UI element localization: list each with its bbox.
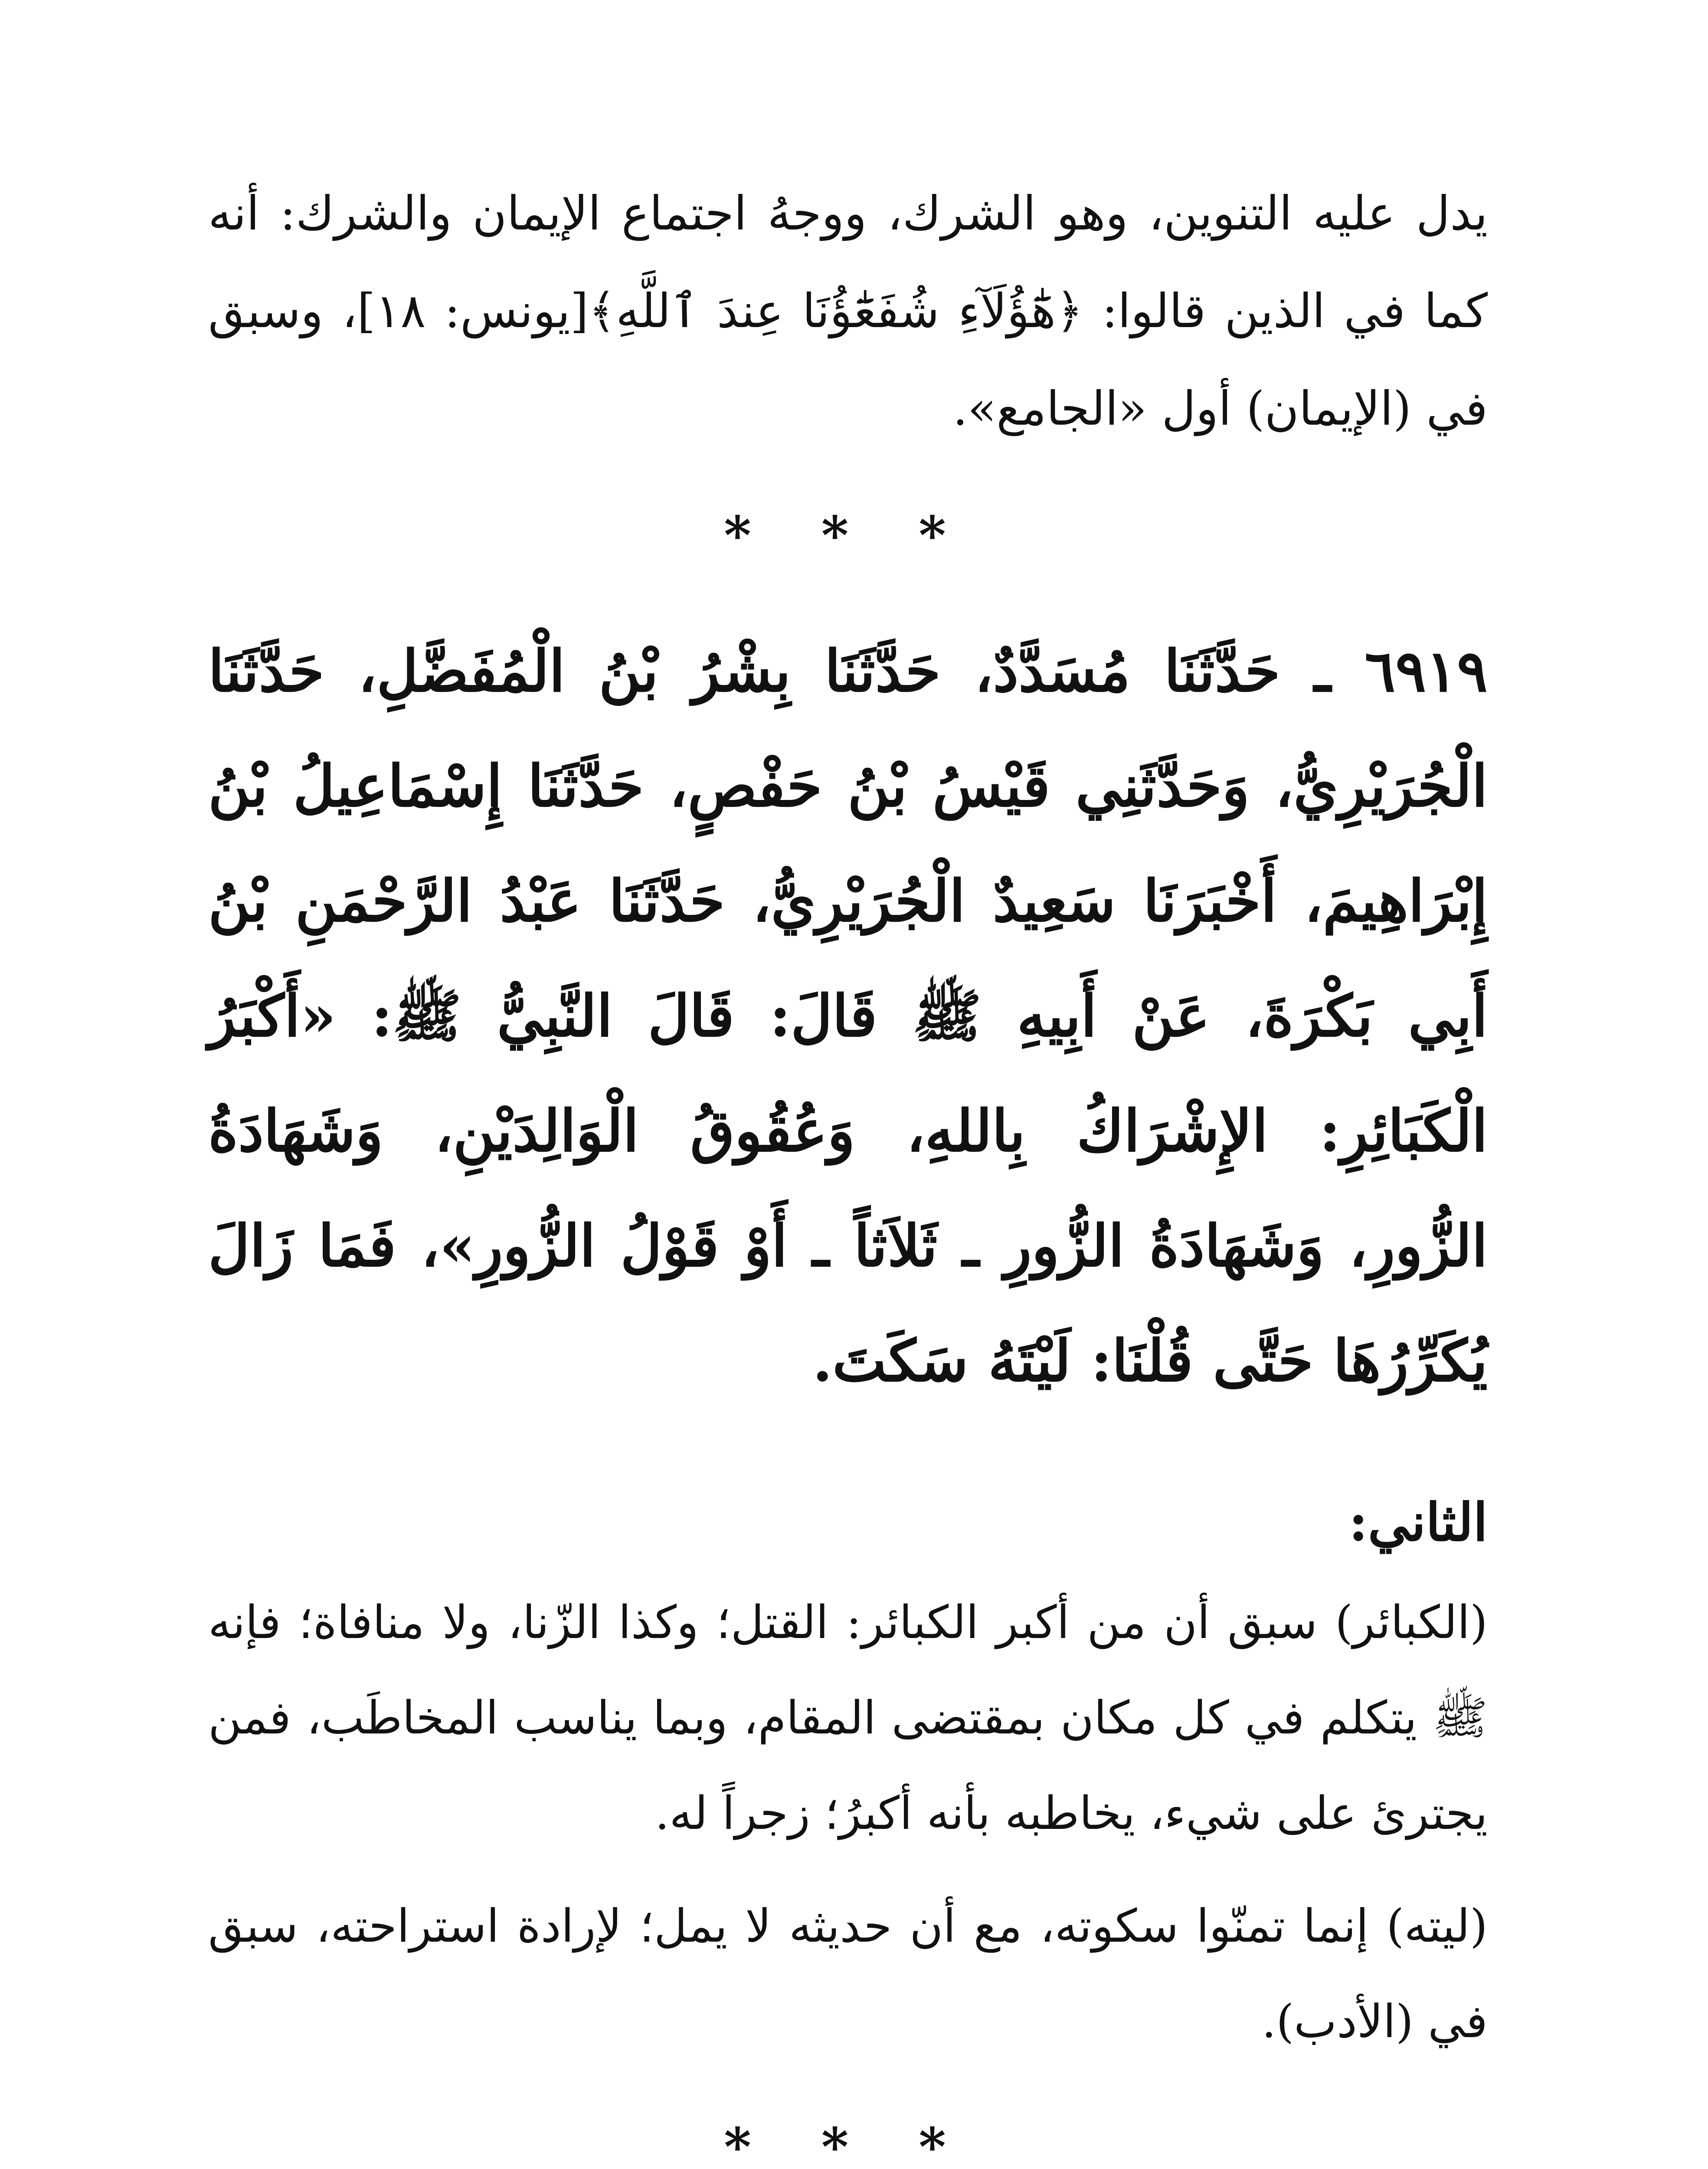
commentary-paragraph-laytahu: (ليته) إنما تمنّوا سكوته، مع أن حديثه لا يمل؛ لإرادة استراحته، سبق في (الأدب). [208, 1900, 1488, 2048]
section-divider: * * * [724, 2117, 972, 2169]
hadith-6919-text: ٦٩١٩ ـ حَدَّثَنَا مُسَدَّدٌ، حَدَّثَنَا بِشْرُ بْنُ الْمُفَضَّلِ، حَدَّثَنَا الْجُرَيْرِيُّ، وَحَدَّثَنِي قَيْسُ بْنُ حَفْصٍ، حَدَّثَنَا إِسْمَاعِيلُ بْنُ إِبْرَاهِيمَ، أَخْبَرَنَا سَعِيدٌ الْجُرَيْرِيُّ، حَدَّثَنَا عَبْدُ الرَّحْمَنِ بْنُ أَبِي بَكْرَةَ، عَنْ أَبِيهِ ﷺ قَالَ: قَالَ النَّبِيُّ ﷺ: «أَكْبَرُ الْكَبَائِرِ: الإِشْرَاكُ بِاللهِ، وَعُقُوقُ الْوَالِدَيْنِ، وَشَهَادَةُ الزُّورِ، وَشَهَادَةُ الزُّورِ ـ ثَلاَثاً ـ أَوْ قَوْلُ الزُّورِ»، فَمَا زَالَ يُكَرِّرُهَا حَتَّى قُلْنَا: لَيْتَهُ سَكَتَ. [208, 638, 1488, 1395]
section-divider: * * * [724, 505, 972, 566]
intro-paragraph: يدل عليه التنوين، وهو الشرك، ووجهُ اجتماع الإيمان والشرك: أنه كما في الذين قالوا: ﴿هَٰٓؤُلَآءِ شُفَعَٰٓؤُنَا عِندَ ٱللَّهِ﴾[يونس: ١٨]، وسبق في (الإيمان) أول «الجامع». [208, 187, 1488, 436]
section-heading: الثاني: [1348, 1492, 1488, 1553]
commentary-paragraph-kabair: (الكبائر) سبق أن من أكبر الكبائر: القتل؛ وكذا الزّنا، ولا منافاة؛ فإنه ﷺ يتكلم في كل مكان بمقتضى المقام، وبما يناسب المخاطَب، فمن يجترئ على شيء، يخاطبه بأنه أكبرُ؛ زجراً له. [208, 1596, 1488, 1840]
book-page [208, 165, 1488, 2169]
